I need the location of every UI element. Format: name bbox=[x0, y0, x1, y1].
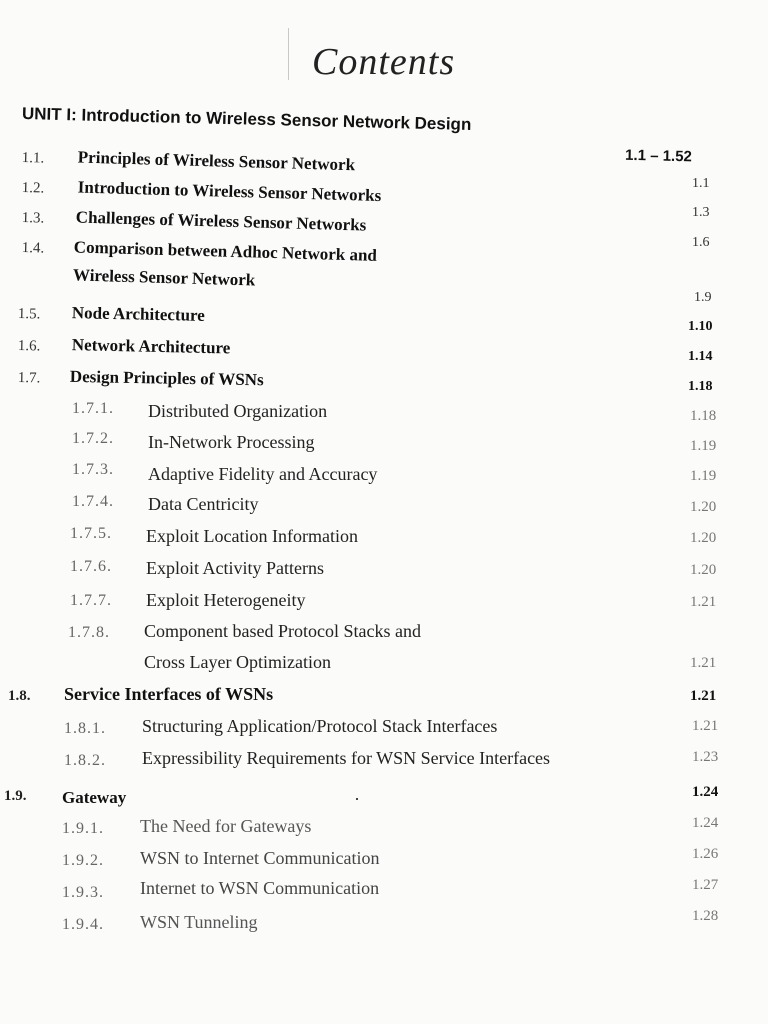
entry-page: 1.18 bbox=[688, 379, 713, 394]
entry-number: 1.3. bbox=[21, 210, 45, 227]
sub-entry-page: 1.21 bbox=[690, 594, 717, 610]
entry-page: 1.1 bbox=[692, 176, 710, 191]
sub-entry-page: 1.21 bbox=[690, 655, 717, 671]
sub-entry-title: Data Centricity bbox=[148, 494, 259, 514]
entry-title: Principles of Wireless Sensor Network bbox=[77, 147, 356, 175]
title-divider bbox=[288, 28, 289, 80]
sub-entry-number: 1.7.5. bbox=[70, 525, 112, 542]
entry-title: Network Architecture bbox=[71, 335, 231, 358]
sub-entry-number: 1.9.3. bbox=[62, 884, 104, 901]
sub-entry-title: WSN Tunneling bbox=[140, 912, 258, 932]
sub-entry-title: WSN to Internet Communication bbox=[140, 848, 380, 868]
sub-entry-page: 1.18 bbox=[690, 408, 717, 424]
sub-entry-number: 1.9.4. bbox=[62, 916, 104, 933]
entry-title: Introduction to Wireless Sensor Networks bbox=[77, 177, 382, 206]
entry-title: Design Principles of WSNs bbox=[69, 366, 264, 390]
entry-page: 1.24 bbox=[692, 784, 719, 800]
entry-number: 1.8. bbox=[8, 688, 31, 704]
sub-entry-page: 1.24 bbox=[692, 815, 719, 831]
entry-number: 1.7. bbox=[17, 370, 41, 387]
sub-entry-page: 1.26 bbox=[692, 846, 719, 862]
sub-entry-number: 1.8.1. bbox=[64, 720, 106, 737]
sub-entry-number: 1.9.2. bbox=[62, 852, 104, 869]
sub-entry-title: Exploit Location Information bbox=[146, 526, 358, 546]
sub-entry-number: 1.7.1. bbox=[72, 400, 114, 417]
sub-entry-title: The Need for Gateways bbox=[140, 816, 312, 836]
sub-entry-title: Expressibility Requirements for WSN Service Interfaces bbox=[142, 748, 551, 768]
entry-title: Comparison between Adhoc Network and bbox=[73, 237, 378, 265]
sub-entry-title-cont: Cross Layer Optimization bbox=[144, 652, 331, 672]
entry-number: 1.2. bbox=[21, 180, 45, 197]
entry-title: Gateway bbox=[62, 788, 127, 807]
sub-entry-title: In-Network Processing bbox=[148, 432, 315, 452]
entry-number: 1.4. bbox=[21, 240, 45, 257]
sub-entry-number: 1.7.2. bbox=[72, 430, 114, 447]
sub-entry-number: 1.7.7. bbox=[70, 592, 112, 609]
page-title: Contents bbox=[312, 41, 456, 83]
sub-entry-page: 1.20 bbox=[690, 562, 717, 578]
speck-mark bbox=[356, 798, 358, 800]
entry-number: 1.6. bbox=[17, 338, 41, 355]
entry-page: 1.14 bbox=[688, 349, 713, 364]
sub-entry-page: 1.19 bbox=[690, 468, 717, 484]
sub-entry-number: 1.7.3. bbox=[72, 461, 114, 478]
entry-title: Service Interfaces of WSNs bbox=[64, 684, 274, 704]
sub-entry-number: 1.8.2. bbox=[64, 752, 106, 769]
sub-entry-page: 1.21 bbox=[692, 718, 719, 734]
sub-entry-title: Component based Protocol Stacks and bbox=[144, 621, 421, 641]
sub-entry-page: 1.23 bbox=[692, 749, 719, 765]
sub-entry-title: Exploit Heterogeneity bbox=[146, 590, 306, 610]
unit-pages: 1.1 – 1.52 bbox=[624, 146, 693, 166]
sub-entry-page: 1.20 bbox=[690, 499, 717, 515]
sub-entry-title: Adaptive Fidelity and Accuracy bbox=[148, 464, 378, 484]
sub-entry-number: 1.7.8. bbox=[68, 624, 110, 641]
sub-entry-title: Exploit Activity Patterns bbox=[146, 558, 324, 578]
sub-entry-page: 1.20 bbox=[690, 530, 717, 546]
sub-entry-title: Distributed Organization bbox=[148, 401, 328, 421]
sub-entry-number: 1.7.4. bbox=[72, 493, 114, 510]
entry-number: 1.5. bbox=[17, 306, 41, 323]
sub-entry-page: 1.19 bbox=[690, 438, 717, 454]
sub-entry-page: 1.28 bbox=[692, 908, 719, 924]
entry-number: 1.1. bbox=[21, 150, 45, 167]
entry-number: 1.9. bbox=[4, 788, 27, 804]
entry-title: Challenges of Wireless Sensor Networks bbox=[75, 207, 367, 235]
sub-entry-number: 1.7.6. bbox=[70, 558, 112, 575]
entry-page: 1.10 bbox=[688, 319, 713, 334]
entry-title: Node Architecture bbox=[71, 303, 206, 325]
entry-page: 1.3 bbox=[692, 205, 710, 220]
sub-entry-number: 1.9.1. bbox=[62, 820, 104, 837]
sub-entry-title: Structuring Application/Protocol Stack Interfaces bbox=[142, 716, 498, 736]
entry-page: 1.6 bbox=[692, 235, 710, 250]
entry-title-cont: Wireless Sensor Network bbox=[72, 265, 256, 290]
unit-label: UNIT I: Introduction to Wireless Sensor Network Design bbox=[21, 104, 472, 134]
entry-page: 1.9 bbox=[694, 290, 712, 305]
sub-entry-title: Internet to WSN Communication bbox=[140, 878, 380, 898]
sub-entry-page: 1.27 bbox=[692, 877, 719, 893]
entry-page: 1.21 bbox=[690, 688, 717, 704]
